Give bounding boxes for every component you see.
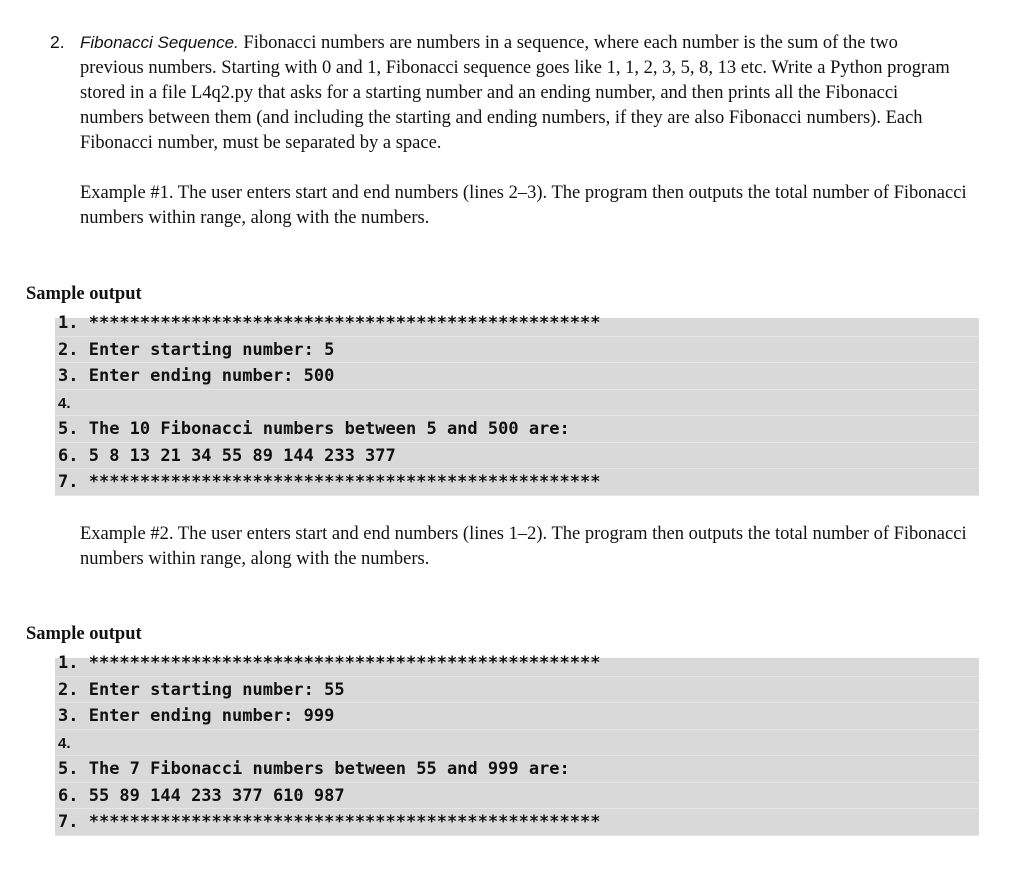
problem-title: Fibonacci Sequence.	[80, 33, 239, 52]
problem-number: 2.	[50, 32, 65, 52]
code-line	[55, 443, 979, 470]
line-number: 1.	[58, 313, 79, 333]
line-number: 5.	[58, 419, 79, 439]
line-number: 4.	[58, 394, 71, 412]
line-number: 7.	[58, 472, 79, 492]
line-number: 5.	[58, 759, 79, 779]
problem-body	[80, 30, 960, 156]
code-line	[55, 756, 979, 783]
line-text: The 7 Fibonacci numbers between 55 and 999 are:	[78, 759, 570, 779]
code-line	[55, 677, 979, 704]
example-1-code-block	[55, 310, 979, 496]
line-number: 3.	[58, 366, 79, 386]
example-1-sample-heading: Sample output	[26, 284, 142, 304]
line-text: Enter ending number: 500	[78, 366, 335, 386]
line-number: 2.	[58, 679, 79, 700]
problem-statement	[50, 30, 960, 156]
line-text: Enter starting number: 5	[78, 339, 335, 360]
code-line	[55, 650, 979, 677]
line-number: 2.	[58, 339, 79, 360]
code-line	[55, 809, 979, 836]
line-number: 7.	[58, 812, 79, 832]
code-line	[55, 363, 979, 390]
line-text: The 10 Fibonacci numbers between 5 and 500 are:	[78, 419, 570, 439]
line-text: Enter ending number: 999	[78, 706, 335, 726]
code-line	[55, 730, 979, 757]
problem-text: Fibonacci numbers are numbers in a sequence, where each number is the sum of the two previous numbers. Starting with 0 and 1, Fibonacci sequence goes like 1, 1, 2, 3, 5, 8, 13 etc. Write a Python program stored in a file L4q2.py that asks for a starting number and an ending number, and then prints all the Fibonacci numbers between them (and including the starting and ending numbers, if they are also Fibonacci numbers). Each Fibonacci number, must be separated by a space.	[80, 33, 950, 153]
code-line	[55, 469, 979, 496]
example-2-sample-heading: Sample output	[26, 624, 142, 644]
example-1-description: Example #1. The user enters start and end numbers (lines 2–3). The program then outputs the total number of Fibonacci numbers within range, along with the numbers.	[80, 183, 967, 228]
code-line	[55, 783, 979, 810]
line-text: **************************************************	[78, 812, 601, 832]
code-line	[55, 703, 979, 730]
line-text: **************************************************	[78, 653, 601, 673]
line-text: 55 89 144 233 377 610 987	[78, 785, 345, 806]
code-line	[55, 416, 979, 443]
line-number: 3.	[58, 706, 79, 726]
code-line	[55, 310, 979, 337]
example-2-code-block	[55, 650, 979, 836]
code-line	[55, 390, 979, 417]
example-2-description: Example #2. The user enters start and end numbers (lines 1–2). The program then outputs the total number of Fibonacci numbers within range, along with the numbers.	[80, 524, 967, 569]
line-number: 6.	[58, 445, 79, 466]
line-text: **************************************************	[78, 472, 601, 492]
line-number: 4.	[58, 734, 71, 752]
code-line	[55, 337, 979, 364]
line-text: 5 8 13 21 34 55 89 144 233 377	[78, 445, 396, 466]
line-text: Enter starting number: 55	[78, 679, 345, 700]
line-number: 1.	[58, 653, 79, 673]
line-text: **************************************************	[78, 313, 601, 333]
line-number: 6.	[58, 785, 79, 806]
